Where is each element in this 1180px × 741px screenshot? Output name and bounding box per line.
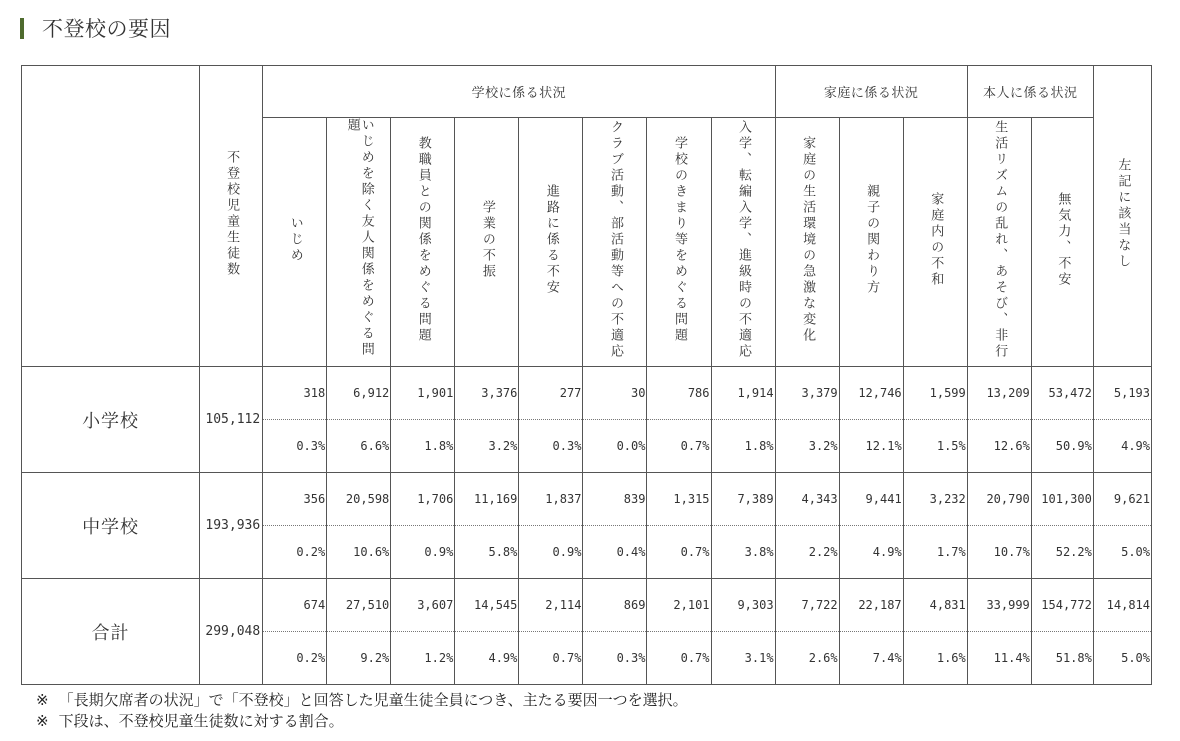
count-cell: 1,706	[391, 473, 455, 526]
percent-cell: 1.7%	[903, 526, 967, 579]
percent-cell: 3.2%	[455, 420, 519, 473]
count-cell: 356	[263, 473, 327, 526]
percent-cell: 0.3%	[263, 420, 327, 473]
percent-cell: 3.2%	[775, 420, 839, 473]
count-cell: 20,598	[327, 473, 391, 526]
percent-cell: 0.3%	[583, 632, 647, 685]
column-header	[775, 118, 839, 367]
percent-cell: 1.6%	[903, 632, 967, 685]
table-row-counts	[22, 367, 1152, 420]
count-cell: 7,722	[775, 579, 839, 632]
count-cell: 14,545	[455, 579, 519, 632]
count-cell: 277	[519, 367, 583, 420]
percent-cell: 0.2%	[263, 632, 327, 685]
percent-cell: 0.4%	[583, 526, 647, 579]
count-cell: 30	[583, 367, 647, 420]
percent-cell: 0.7%	[647, 526, 711, 579]
footnote-text: 下段は、不登校児童生徒数に対する割合。	[58, 712, 344, 730]
row-total: 105,112	[200, 367, 263, 473]
count-cell: 839	[583, 473, 647, 526]
column-header	[839, 118, 903, 367]
count-cell: 5,193	[1093, 367, 1151, 420]
count-cell: 12,746	[839, 367, 903, 420]
count-cell: 9,441	[839, 473, 903, 526]
group-header-school: 学校に係る状況	[263, 66, 775, 118]
count-cell: 3,607	[391, 579, 455, 632]
count-cell: 27,510	[327, 579, 391, 632]
percent-cell: 1.2%	[391, 632, 455, 685]
count-cell: 786	[647, 367, 711, 420]
group-header-home: 家庭に係る状況	[775, 66, 967, 118]
footnote-mark: ※	[36, 691, 49, 709]
count-cell: 14,814	[1093, 579, 1151, 632]
header-total-label: 不登校児童生徒数	[224, 150, 240, 278]
percent-cell: 11.4%	[967, 632, 1031, 685]
column-header	[583, 118, 647, 367]
heading-accent-bar	[20, 18, 24, 39]
row-total: 299,048	[200, 579, 263, 685]
section-heading	[20, 14, 171, 42]
column-header	[711, 118, 775, 367]
row-total: 193,936	[200, 473, 263, 579]
percent-cell: 12.1%	[839, 420, 903, 473]
column-header-label: いじめ	[287, 216, 303, 264]
percent-cell: 10.7%	[967, 526, 1031, 579]
table-row-counts	[22, 473, 1152, 526]
table-body	[22, 367, 1152, 685]
percent-cell: 50.9%	[1031, 420, 1093, 473]
column-header-label: 進路に係る不安	[543, 184, 559, 296]
column-header	[455, 118, 519, 367]
column-header-label: 親子の関わり方	[864, 184, 880, 296]
percent-cell: 4.9%	[455, 632, 519, 685]
percent-cell: 3.8%	[711, 526, 775, 579]
table-corner-cell	[22, 66, 200, 367]
count-cell: 1,837	[519, 473, 583, 526]
count-cell: 4,343	[775, 473, 839, 526]
column-header-label: 家庭の生活環境の急激な変化	[800, 136, 816, 344]
count-cell: 7,389	[711, 473, 775, 526]
column-header	[519, 118, 583, 367]
percent-cell: 0.0%	[583, 420, 647, 473]
row-label: 中学校	[22, 473, 200, 579]
percent-cell: 0.9%	[391, 526, 455, 579]
percent-cell: 52.2%	[1031, 526, 1093, 579]
count-cell: 1,901	[391, 367, 455, 420]
header-none-label: 左記に該当なし	[1115, 158, 1131, 270]
percent-cell: 0.3%	[519, 420, 583, 473]
percent-cell: 0.7%	[647, 632, 711, 685]
count-cell: 1,599	[903, 367, 967, 420]
group-header-self: 本人に係る状況	[967, 66, 1093, 118]
count-cell: 1,315	[647, 473, 711, 526]
column-header-label: 教職員との関係をめぐる問題	[415, 136, 431, 344]
column-header	[1031, 118, 1093, 367]
count-cell: 9,621	[1093, 473, 1151, 526]
percent-cell: 5.0%	[1093, 526, 1151, 579]
row-label: 小学校	[22, 367, 200, 473]
count-cell: 674	[263, 579, 327, 632]
column-header-label: 生活リズムの乱れ、あそび、非行	[992, 120, 1008, 360]
column-header-label: 無気力、不安	[1055, 192, 1071, 288]
percent-cell: 1.8%	[391, 420, 455, 473]
column-header-label: 学校のきまり等をめぐる問題	[671, 136, 687, 344]
column-header-label: 学業の不振	[479, 200, 495, 280]
row-label: 合計	[22, 579, 200, 685]
percent-cell: 1.5%	[903, 420, 967, 473]
count-cell: 20,790	[967, 473, 1031, 526]
percent-cell: 10.6%	[327, 526, 391, 579]
count-cell: 11,169	[455, 473, 519, 526]
count-cell: 9,303	[711, 579, 775, 632]
count-cell: 869	[583, 579, 647, 632]
header-none	[1093, 66, 1151, 367]
table-row-counts	[22, 579, 1152, 632]
absence-causes-table	[21, 65, 1152, 685]
count-cell: 2,101	[647, 579, 711, 632]
percent-cell: 4.9%	[839, 526, 903, 579]
count-cell: 154,772	[1031, 579, 1093, 632]
percent-cell: 2.2%	[775, 526, 839, 579]
percent-cell: 0.7%	[647, 420, 711, 473]
footnote-text: 「長期欠席者の状況」で「不登校」と回答した児童生徒全員につき、主たる要因一つを選択。	[58, 691, 688, 709]
footnote-mark: ※	[36, 712, 49, 730]
footnote	[36, 690, 688, 711]
percent-cell: 6.6%	[327, 420, 391, 473]
footnotes	[36, 690, 688, 732]
percent-cell: 9.2%	[327, 632, 391, 685]
column-header	[647, 118, 711, 367]
column-header	[903, 118, 967, 367]
column-header	[967, 118, 1031, 367]
count-cell: 3,376	[455, 367, 519, 420]
percent-cell: 0.9%	[519, 526, 583, 579]
percent-cell: 7.4%	[839, 632, 903, 685]
count-cell: 33,999	[967, 579, 1031, 632]
count-cell: 6,912	[327, 367, 391, 420]
count-cell: 1,914	[711, 367, 775, 420]
footnote	[36, 711, 688, 732]
percent-cell: 2.6%	[775, 632, 839, 685]
percent-cell: 1.8%	[711, 420, 775, 473]
column-header	[391, 118, 455, 367]
page-title: 不登校の要因	[42, 17, 171, 41]
percent-cell: 0.7%	[519, 632, 583, 685]
count-cell: 2,114	[519, 579, 583, 632]
percent-cell: 4.9%	[1093, 420, 1151, 473]
column-header-label: 入学、転編入学、進級時の不適応	[736, 120, 752, 360]
column-header-label: クラブ活動、部活動等への不適応	[607, 120, 623, 360]
column-header-label: 家庭内の不和	[928, 192, 944, 288]
column-header	[263, 118, 327, 367]
percent-cell: 5.0%	[1093, 632, 1151, 685]
count-cell: 4,831	[903, 579, 967, 632]
column-header-label: いじめを除く友人関係をめぐる問題	[344, 118, 374, 358]
percent-cell: 0.2%	[263, 526, 327, 579]
count-cell: 318	[263, 367, 327, 420]
percent-cell: 3.1%	[711, 632, 775, 685]
count-cell: 3,379	[775, 367, 839, 420]
count-cell: 3,232	[903, 473, 967, 526]
percent-cell: 12.6%	[967, 420, 1031, 473]
count-cell: 22,187	[839, 579, 903, 632]
column-header	[327, 118, 391, 367]
count-cell: 101,300	[1031, 473, 1093, 526]
percent-cell: 5.8%	[455, 526, 519, 579]
count-cell: 53,472	[1031, 367, 1093, 420]
percent-cell: 51.8%	[1031, 632, 1093, 685]
count-cell: 13,209	[967, 367, 1031, 420]
header-total	[200, 66, 263, 367]
